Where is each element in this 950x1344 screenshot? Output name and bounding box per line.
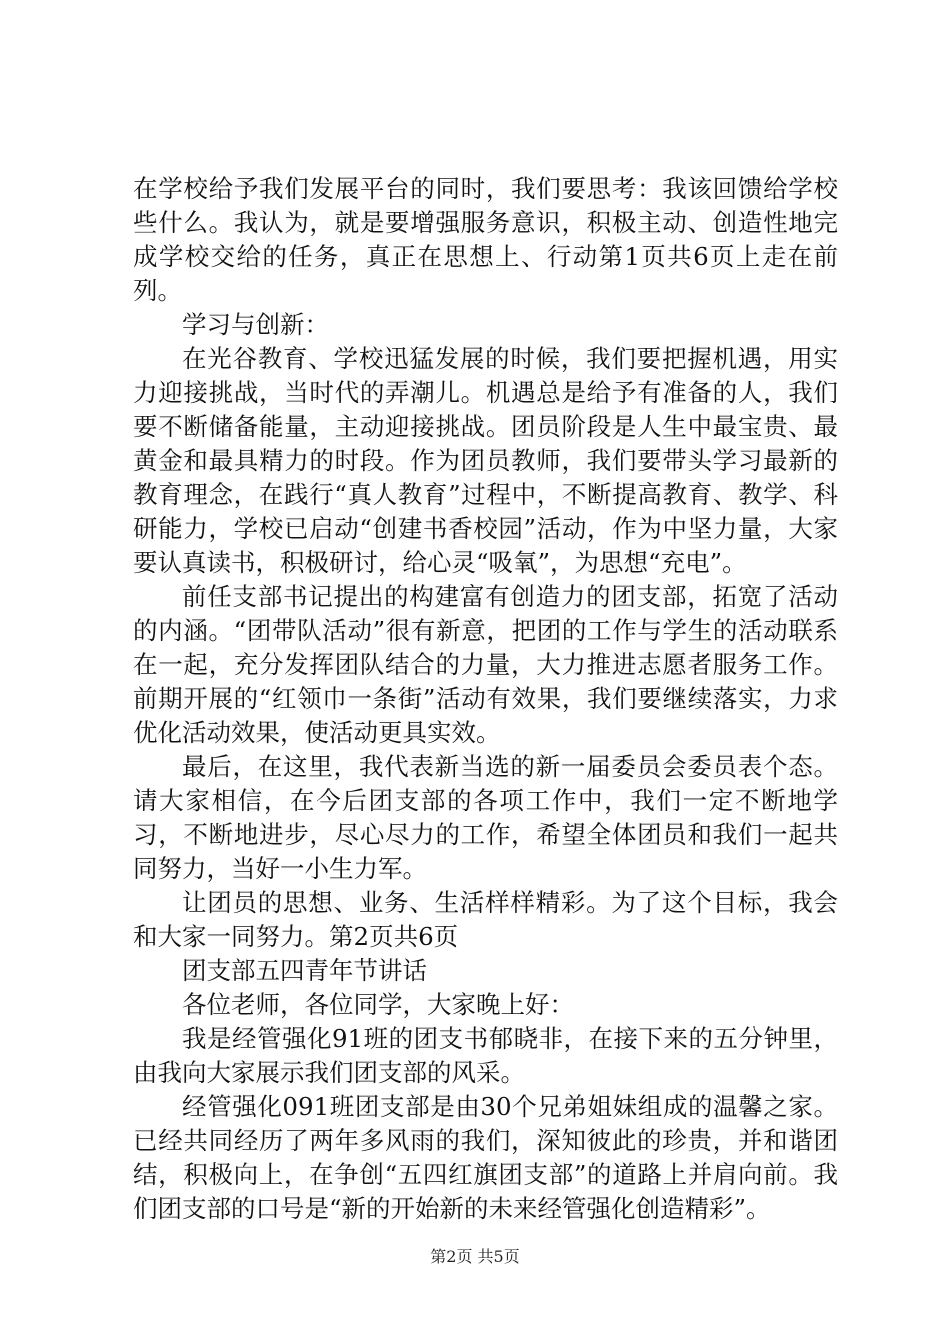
page-footer: 第2页 共5页 [430,1247,520,1266]
paragraph-9: 我是经管强化91班的团支书郁晓非，在接下来的五分钟里，由我向大家展示我们团支部的风采。 [133,1024,838,1087]
document-body [133,172,838,1226]
paragraph-4: 前任支部书记提出的构建富有创造力的团支部，拓宽了活动的内涵。“团带队活动”很有新意，把团的工作与学生的活动联系在一起，充分发挥团队结合的力量，大力推进志愿者服务工作。前期开展的“红领巾一条街”活动有效果，我们要继续落实，力求优化活动效果，使活动更具实效。 [133,582,838,747]
paragraph-1: 在学校给予我们发展平台的同时，我们要思考：我该回馈给学校些什么。我认为，就是要增强服务意识，积极主动、创造性地完成学校交给的任务，真正在思想上、行动第1页共6页上走在前列。 [133,174,838,305]
paragraph-3: 在光谷教育、学校迅猛发展的时候，我们要把握机遇，用实力迎接挑战，当时代的弄潮儿。机遇总是给予有准备的人，我们要不断储备能量，主动迎接挑战。团员阶段是人生中最宝贵、最黄金和最具精力的时段。作为团员教师，我们要带头学习最新的教育理念，在践行“真人教育”过程中，不断提高教育、教学、科研能力，学校已启动“创建书香校园”活动，作为中坚力量，大家要认真读书，积极研讨，给心灵“吸氧”，为思想“充电”。 [133,344,838,577]
paragraph-2-heading: 学习与创新： [182,310,329,339]
paragraph-10: 经管强化091班团支部是由30个兄弟姐妹组成的温馨之家。已经共同经历了两年多风雨的我们，深知彼此的珍贵，并和谐团结，积极向上，在争创“五四红旗团支部”的道路上并肩向前。我们团支部的口号是“新的开始新的未来经管强化创造精彩”。 [133,1092,838,1223]
speech-title: 团支部五四青年节讲话 [182,956,427,985]
paragraph-6: 让团员的思想、业务、生活样样精彩。为了这个目标，我会和大家一同努力。第2页共6页 [133,888,838,951]
paragraph-5: 最后，在这里，我代表新当选的新一届委员会委员表个态。请大家相信，在今后团支部的各项工作中，我们一定不断地学习，不断地进步，尽心尽力的工作，希望全体团员和我们一起共同努力，当好一小生力军。 [133,752,838,883]
greeting: 各位老师，各位同学，大家晚上好： [182,990,574,1019]
